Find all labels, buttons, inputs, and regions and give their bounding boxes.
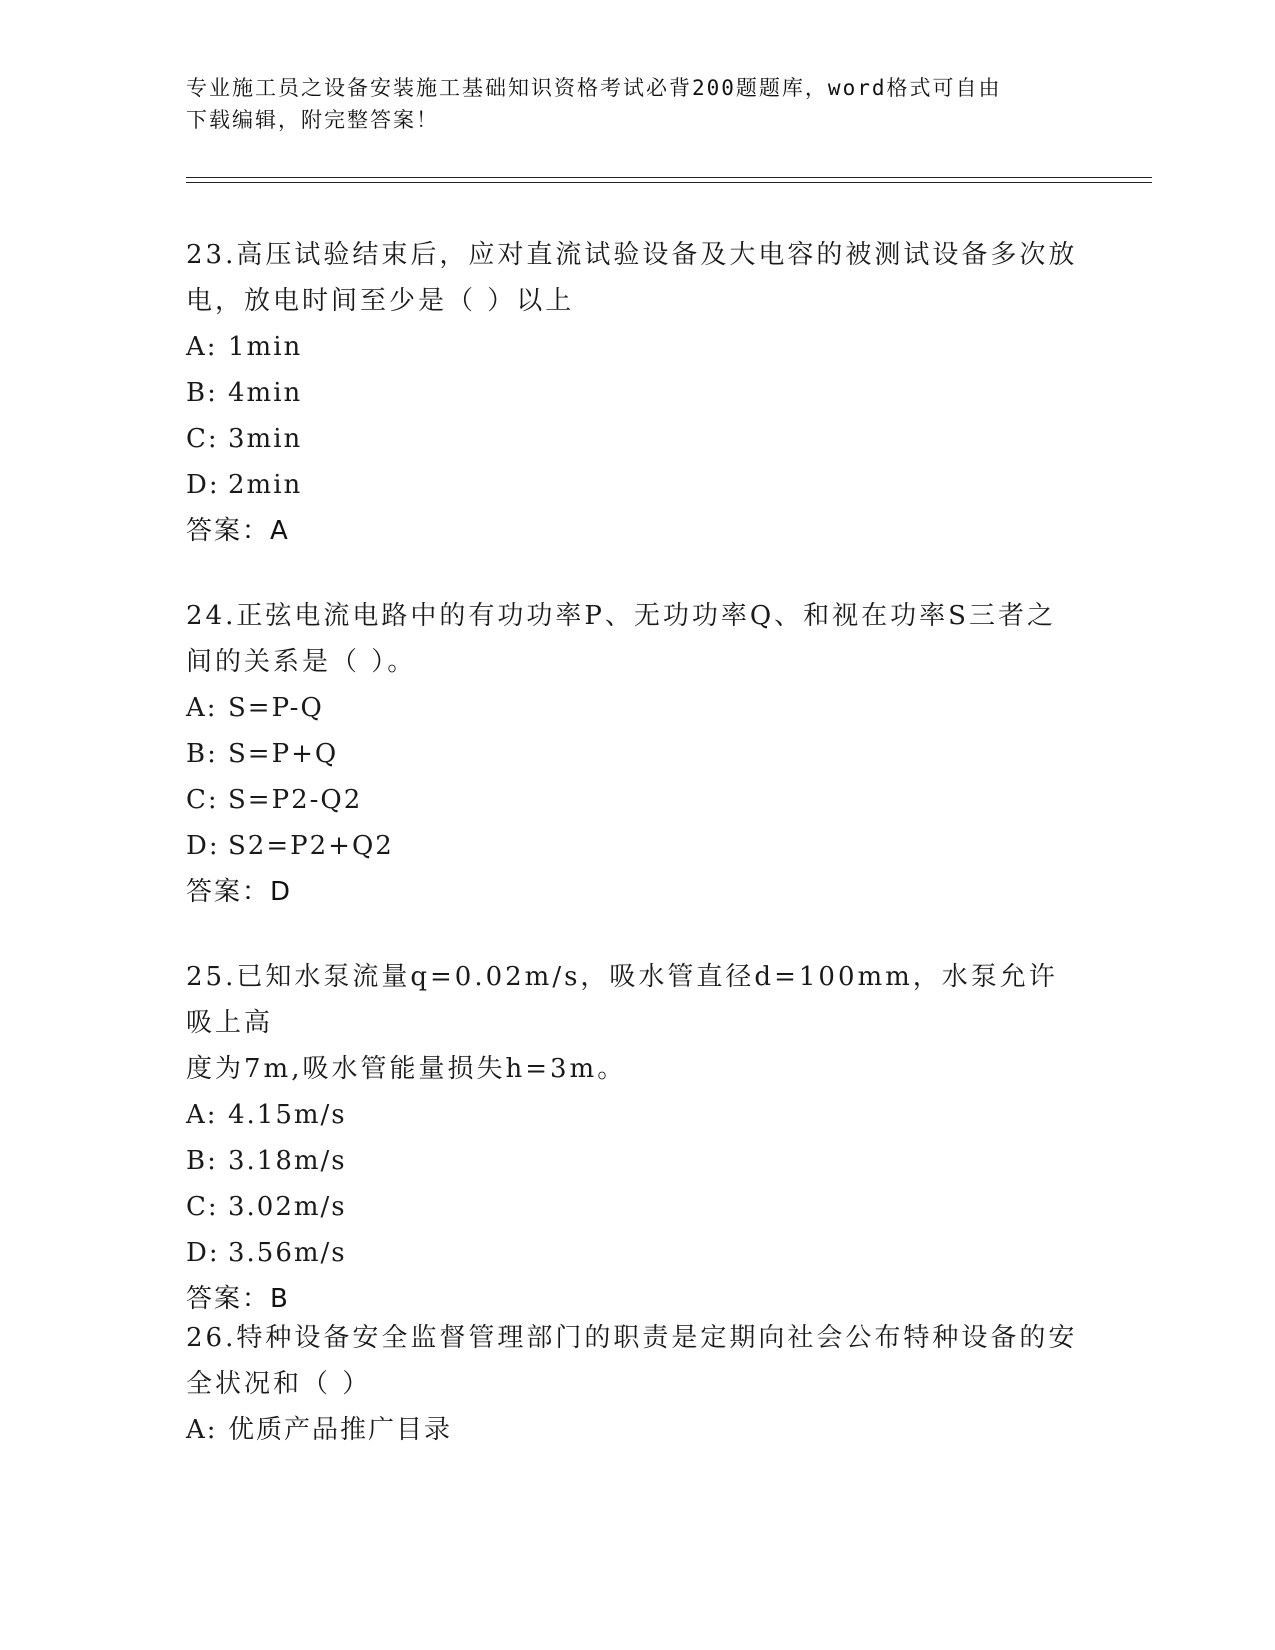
option-a (186, 324, 1086, 370)
option-letter: B: (186, 378, 218, 408)
question-23 (186, 232, 1086, 554)
option-letter: A: (186, 693, 218, 723)
option-letter: A: (186, 1415, 218, 1445)
question-stem-line: 电，放电时间至少是（ ）以上 (186, 286, 575, 316)
option-text: S2=P2+Q2 (228, 831, 394, 861)
question-stem-line: 度为7m,吸水管能量损失h=3m。 (186, 1054, 627, 1084)
option-text: S=P-Q (228, 693, 324, 723)
option-b (186, 370, 1086, 416)
header-line-1: 专业施工员之设备安装施工基础知识资格考试必背200题题库，word格式可自由 (186, 76, 1002, 100)
option-c (186, 777, 1086, 823)
option-letter: B: (186, 739, 218, 769)
option-text: 优质产品推广目录 (228, 1415, 453, 1445)
option-text: 3.02m/s (228, 1192, 347, 1222)
option-letter: D: (186, 831, 220, 861)
answer-label: 答案：B (186, 1284, 290, 1314)
option-letter: C: (186, 424, 219, 454)
option-b (186, 1138, 1086, 1184)
option-letter: A: (186, 332, 218, 362)
option-letter: C: (186, 1192, 219, 1222)
option-a (186, 1407, 1086, 1453)
option-text: S=P2-Q2 (228, 785, 363, 815)
question-stem-line: 25.已知水泵流量q=0.02m/s，吸水管直径d=100mm，水泵允许吸上高 (186, 962, 1058, 1038)
document-header (186, 72, 1086, 136)
answer-label: 答案：A (186, 516, 290, 546)
option-text: 1min (228, 332, 303, 362)
option-letter: D: (186, 470, 220, 500)
option-text: 4.15m/s (228, 1100, 347, 1130)
question-25 (186, 954, 1086, 1322)
option-text: S=P+Q (228, 739, 339, 769)
option-a (186, 685, 1086, 731)
option-d (186, 823, 1086, 869)
header-divider-top (186, 177, 1152, 178)
option-letter: A: (186, 1100, 218, 1130)
option-text: 3.56m/s (228, 1238, 347, 1268)
option-text: 2min (228, 470, 303, 500)
option-text: 3min (228, 424, 303, 454)
option-letter: C: (186, 785, 219, 815)
answer-label: 答案：D (186, 877, 293, 907)
question-26 (186, 1315, 1086, 1453)
option-b (186, 731, 1086, 777)
option-letter: D: (186, 1238, 220, 1268)
option-d (186, 462, 1086, 508)
header-divider-bottom (186, 182, 1152, 183)
option-letter: B: (186, 1146, 218, 1176)
question-24 (186, 593, 1086, 915)
header-line-2: 下载编辑，附完整答案！ (186, 108, 439, 132)
option-text: 3.18m/s (228, 1146, 347, 1176)
option-c (186, 416, 1086, 462)
option-text: 4min (228, 378, 303, 408)
question-stem-line: 全状况和（ ） (186, 1369, 372, 1399)
option-c (186, 1184, 1086, 1230)
option-d (186, 1230, 1086, 1276)
option-a (186, 1092, 1086, 1138)
question-stem-line: 23.高压试验结束后，应对直流试验设备及大电容的被测试设备多次放 (186, 240, 1078, 270)
question-stem-line: 24.正弦电流电路中的有功功率P、无功功率Q、和视在功率S三者之 (186, 601, 1056, 631)
question-stem-line: 间的关系是（ ）。 (186, 647, 417, 677)
question-stem-line: 26.特种设备安全监督管理部门的职责是定期向社会公布特种设备的安 (186, 1323, 1078, 1353)
